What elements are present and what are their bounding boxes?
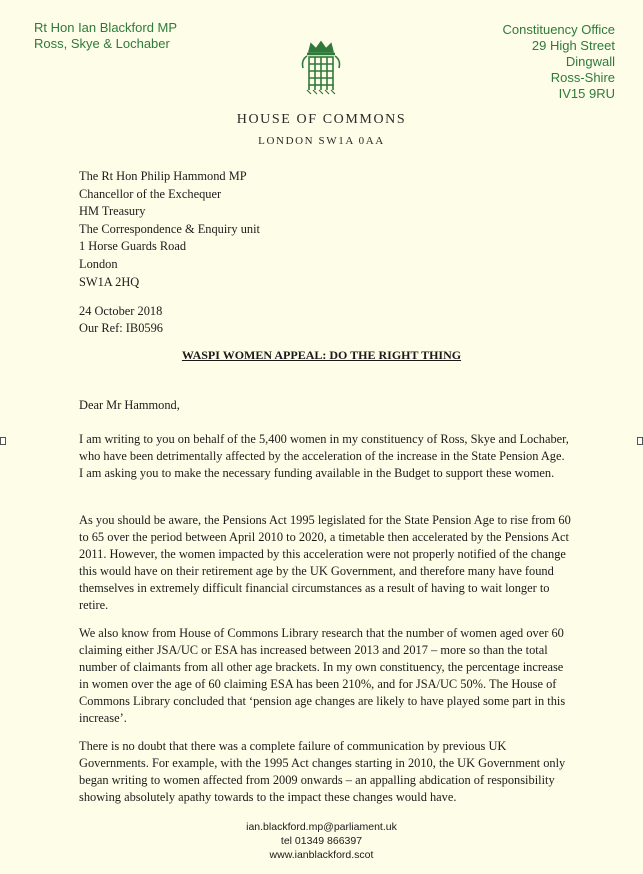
page-edge-handle xyxy=(0,437,6,445)
letter-date: 24 October 2018 xyxy=(79,304,163,318)
recipient-address xyxy=(79,168,260,291)
office-line: Dingwall xyxy=(565,54,615,69)
recipient-line: HM Treasury xyxy=(79,204,146,219)
footer-website[interactable]: www.ianblackford.scot xyxy=(269,849,374,861)
body-paragraph: We also know from House of Commons Library research that the number of women aged over 60 claiming either JSA/UC or ESA has increased between 2013 and 2017 – more so than the total number of claimants from all other age brackets. In my own constituency, the percentage increase in women over the age of 60 claiming ESA has been 210%, and for JSA/UC 50%. The House of Commons Library concluded that ‘pension age changes are likely to have played some part in this increase’. xyxy=(79,626,566,725)
house-title: HOUSE OF COMMONS xyxy=(236,112,407,127)
office-line: 29 High Street xyxy=(531,38,615,53)
recipient-line: SW1A 2HQ xyxy=(79,274,140,289)
body-paragraph: I am writing to you on behalf of the 5,400 women in my constituency of Ross, Skye and Lochaber, who have been detrimentally affected by the acceleration of the increase in the State Pension Age. I am asking you to make the necessary funding available in the Budget to support these women. xyxy=(79,432,569,480)
constituency-name: Ross, Skye & Lochaber xyxy=(34,36,170,51)
recipient-line: Chancellor of the Exchequer xyxy=(79,186,222,201)
letter-reference: Our Ref: IB0596 xyxy=(79,321,163,335)
office-line: IV15 9RU xyxy=(558,86,615,101)
letter-heading: WASPI WOMEN APPEAL: DO THE RIGHT THING xyxy=(181,348,462,362)
recipient-line: The Correspondence & Enquiry unit xyxy=(79,221,260,236)
page-edge-handle xyxy=(637,437,643,445)
letter-meta xyxy=(79,303,163,337)
body-paragraph: As you should be aware, the Pensions Act 1995 legislated for the State Pension Age to rise from 60 to 65 over the period between April 2010 to 2020, a timetable then accelerated by the Pensions Act 2011. However, the women impacted by this acceleration were not properly notified of the change this would have on their retirement age by the UK Government, and therefore many have found themselves in extremely difficult financial circumstances as a result of having to wait longer to retire. xyxy=(79,513,571,612)
body-paragraph: There is no doubt that there was a complete failure of communication by previous UK Governments. For example, with the 1995 Act changes starting in 2010, the UK Government only began writing to women affected from 2009 onwards – an appalling abdication of responsibility showing absolutely apathy towards to the impact these changes would have. xyxy=(79,739,566,804)
contact-footer xyxy=(0,820,643,862)
office-line: Constituency Office xyxy=(502,22,615,37)
mp-name: Rt Hon Ian Blackford MP xyxy=(34,20,178,35)
footer-phone: tel 01349 866397 xyxy=(280,835,363,847)
portcullis-icon xyxy=(297,40,345,96)
house-address: LONDON SW1A 0AA xyxy=(258,135,385,147)
footer-email[interactable]: ian.blackford.mp@parliament.uk xyxy=(246,821,397,833)
recipient-line: London xyxy=(79,256,118,271)
recipient-line: The Rt Hon Philip Hammond MP xyxy=(79,169,247,183)
recipient-line: 1 Horse Guards Road xyxy=(79,239,187,254)
mp-details xyxy=(34,20,177,52)
salutation: Dear Mr Hammond, xyxy=(79,398,180,412)
office-line: Ross-Shire xyxy=(550,70,615,85)
constituency-office-address xyxy=(503,22,615,102)
